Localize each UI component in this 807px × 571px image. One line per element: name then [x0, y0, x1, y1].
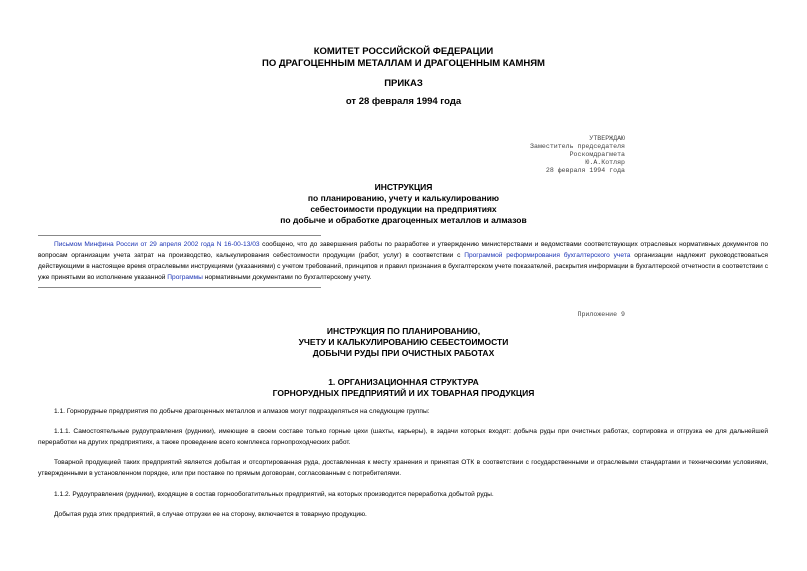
appendix-title-line: УЧЕТУ И КАЛЬКУЛИРОВАНИЮ СЕБЕСТОИМОСТИ — [298, 337, 509, 347]
paragraph: 1.1. Горнорудные предприятия по добыче драгоценных металлов и алмазов могут подразделяться на следующие группы: — [54, 408, 430, 415]
reform-program-link[interactable]: Программой реформирования бухгалтерского учета — [464, 252, 631, 259]
doc-type: ПРИКАЗ — [384, 78, 423, 89]
note-top-rule — [38, 235, 321, 236]
approval-line: Роскомдрагмета — [569, 151, 625, 158]
instruction-title-line: по планированию, учету и калькулированию — [307, 193, 500, 203]
paragraph: 1.1.1. Самостоятельные рудоуправления (рудники), имеющие в своем составе только горные цехи (шахты, карьеры), в задачи которых входят: добыча руды при очистных работах, сортировка и отгрузка ее для дальнейшей переработки на других предприятиях, а также проведение всего комплекса горнопроходческих работ. — [38, 428, 768, 446]
org-name-line2: ПО ДРАГОЦЕННЫМ МЕТАЛЛАМ И ДРАГОЦЕННЫМ КАМНЯМ — [262, 58, 545, 69]
approval-line: Заместитель председателя — [530, 143, 625, 150]
section-heading — [0, 377, 807, 399]
section-heading-line: ГОРНОРУДНЫХ ПРЕДПРИЯТИЙ И ИХ ТОВАРНАЯ ПРОДУКЦИЯ — [272, 388, 535, 398]
instruction-title — [0, 182, 807, 226]
org-name-line1: КОМИТЕТ РОССИЙСКОЙ ФЕДЕРАЦИИ — [313, 46, 494, 57]
doc-date: от 28 февраля 1994 года — [345, 96, 462, 107]
approval-line: УТВЕРЖДАЮ — [589, 135, 625, 142]
ministry-letter-link[interactable]: Письмом Минфина России от 29 апреля 2002 года N 16-00-13/03 — [54, 241, 260, 248]
note-text: организации надлежит руководствоваться действующими в настоящее время отраслевыми инструкциями (указаниями) с учетом требований, принципов и правил признания в бухгалтерском учете показателей, раскрытия информации в бухгалтерской отчетности в соответствии с уже принятыми во исполнение указанной — [38, 252, 768, 281]
instruction-title-line: себестоимости продукции на предприятиях — [310, 204, 497, 214]
ministry-note — [38, 239, 768, 283]
instruction-title-line: ИНСТРУКЦИЯ — [374, 182, 433, 192]
appendix-label: Приложение 9 — [577, 311, 625, 318]
approval-line: Ю.А.Котляр — [585, 159, 625, 166]
paragraph: Добытая руда этих предприятий, в случае отгрузки ее на сторону, включается в товарную продукцию. — [54, 511, 367, 518]
note-bottom-rule — [38, 287, 321, 288]
appendix-title — [0, 326, 807, 359]
appendix-title-line: ИНСТРУКЦИЯ ПО ПЛАНИРОВАНИЮ, — [326, 326, 481, 336]
program-link[interactable]: Программы — [167, 274, 203, 281]
approval-block — [520, 135, 625, 175]
note-text: нормативными документами по бухгалтерскому учету. — [202, 274, 372, 281]
approval-line: 28 февраля 1994 года — [545, 167, 625, 174]
section-heading-line: 1. ОРГАНИЗАЦИОННАЯ СТРУКТУРА — [328, 377, 479, 387]
appendix-title-line: ДОБЫЧИ РУДЫ ПРИ ОЧИСТНЫХ РАБОТАХ — [312, 348, 495, 358]
instruction-title-line: по добыче и обработке драгоценных металлов и алмазов — [280, 215, 527, 225]
paragraph: Товарной продукцией таких предприятий является добытая и отсортированная руда, доставленная к месту хранения и принятая ОТК в соответствии с государственными и отраслевыми стандартами и техническими условиями, утвержденными в установленном порядке, или при поставке по прямым договорам, согласованным с потребителями. — [38, 459, 768, 477]
note-text: сообщено, что до завершения работы по разработке и утверждению министерствами и ведомствами соответствующих отраслевых нормативных документов по вопросам организации учета затрат на производство, калькулирования себестоимости продукции (работ, услуг) в соответствии с — [38, 241, 768, 259]
paragraph: 1.1.2. Рудоуправления (рудники), входящие в состав горнообогатительных предприятий, на которых производится переработка добытой руды. — [54, 491, 494, 498]
